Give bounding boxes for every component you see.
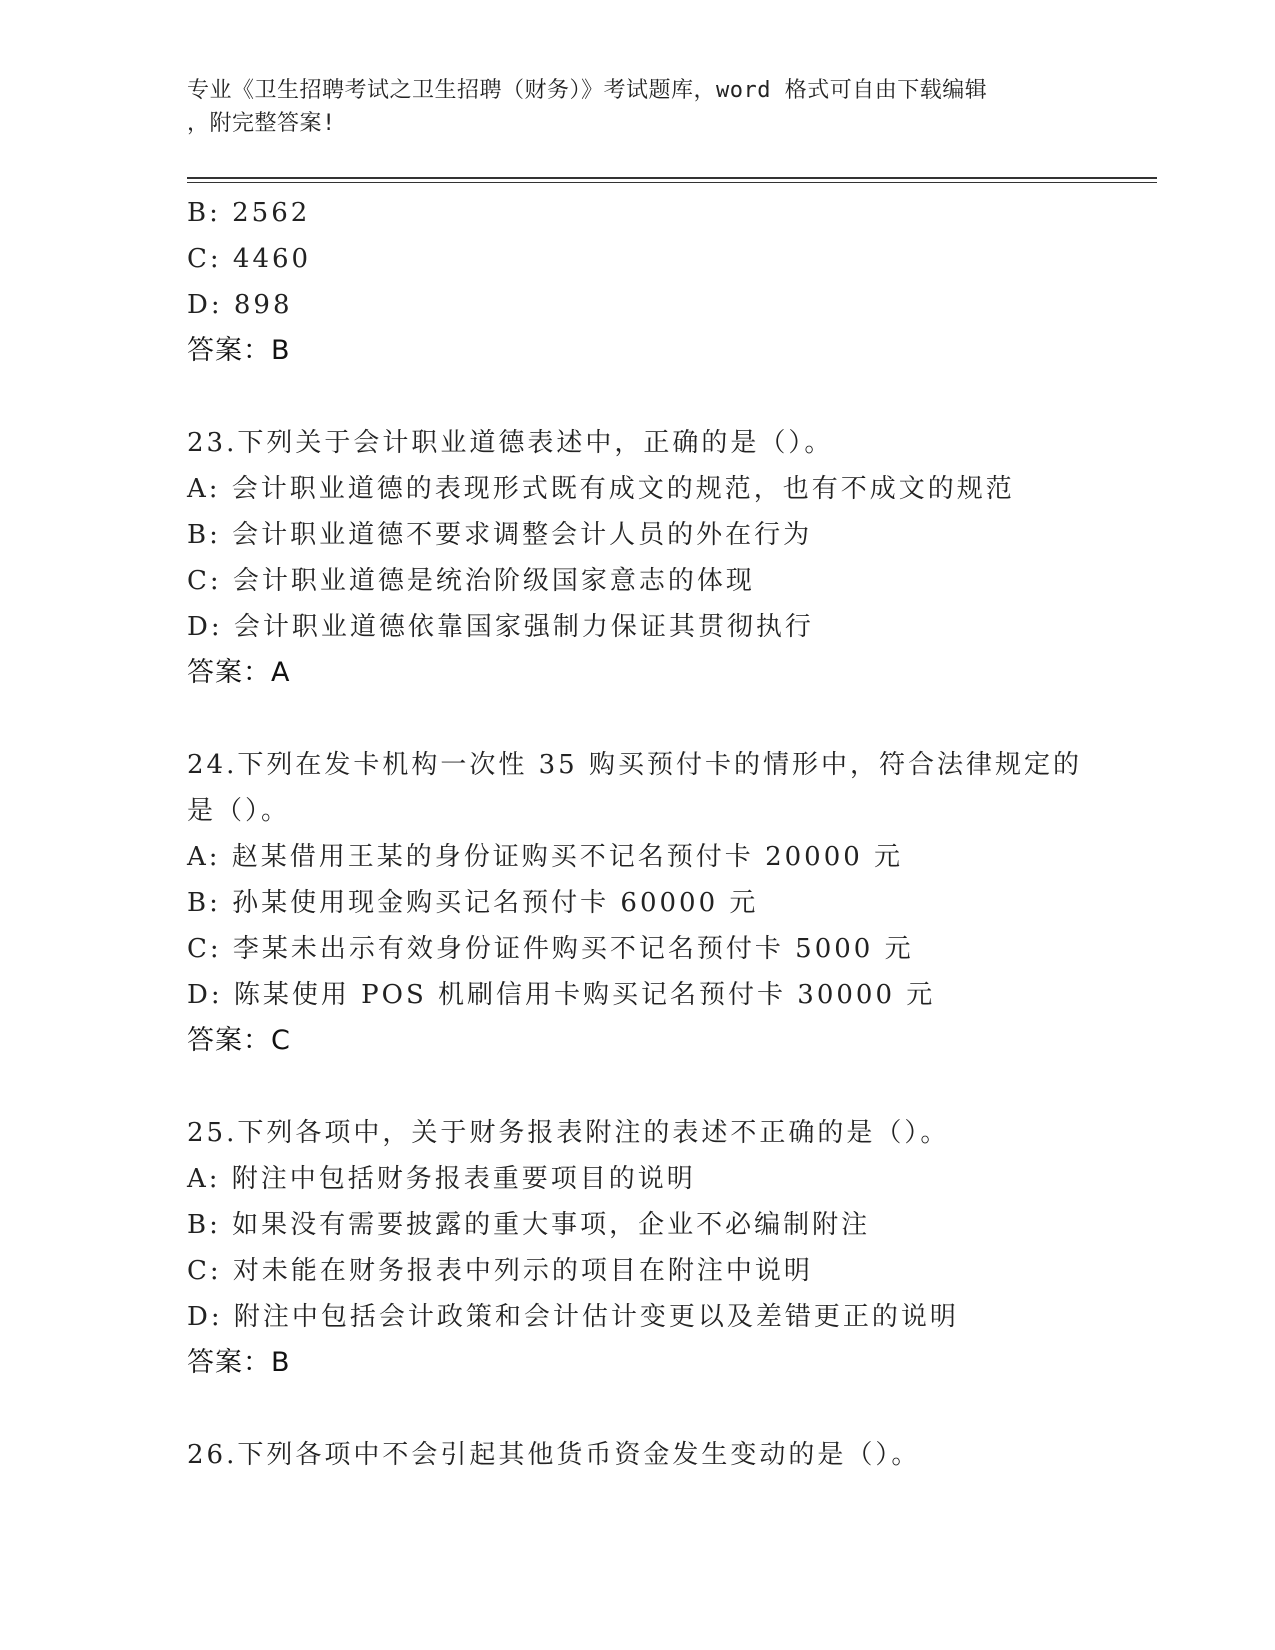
option-a: A: 赵某借用王某的身份证购买不记名预付卡 20000 元 — [187, 842, 904, 872]
question-text: 23.下列关于会计职业道德表述中，正确的是（）。 — [187, 428, 834, 458]
question-text: 24.下列在发卡机构一次性 35 购买预付卡的情形中，符合法律规定的 — [187, 750, 1082, 780]
option-b: B: 2562 — [187, 198, 311, 228]
answer-line: 答案：B — [187, 335, 291, 366]
question-26 — [187, 1432, 1087, 1478]
option-b: B: 会计职业道德不要求调整会计人员的外在行为 — [187, 520, 813, 550]
question-text: 26.下列各项中不会引起其他货币资金发生变动的是（）。 — [187, 1440, 921, 1470]
option-c: C: 4460 — [187, 244, 312, 274]
question-text-continued: 是（）。 — [187, 796, 291, 826]
option-d: D: 会计职业道德依靠国家强制力保证其贯彻执行 — [187, 612, 814, 642]
question-24 — [187, 742, 1087, 1064]
answer-line: 答案：A — [187, 657, 291, 688]
option-d: D: 898 — [187, 290, 293, 320]
option-a: A: 会计职业道德的表现形式既有成文的规范，也有不成文的规范 — [187, 474, 1015, 504]
option-c: C: 李某未出示有效身份证件购买不记名预付卡 5000 元 — [187, 934, 914, 964]
answer-line: 答案：C — [187, 1025, 291, 1056]
header-title-line-2: ，附完整答案! — [187, 111, 336, 136]
option-d: D: 附注中包括会计政策和会计估计变更以及差错更正的说明 — [187, 1302, 959, 1332]
answer-line: 答案：B — [187, 1347, 291, 1378]
question-22-continued — [187, 190, 1087, 374]
question-25 — [187, 1110, 1087, 1386]
option-c: C: 会计职业道德是统治阶级国家意志的体现 — [187, 566, 755, 596]
question-23 — [187, 420, 1087, 696]
question-list — [187, 190, 1087, 1478]
header-title-line-1: 专业《卫生招聘考试之卫生招聘（财务）》考试题库，word 格式可自由下载编辑 — [187, 78, 988, 103]
option-c: C: 对未能在财务报表中列示的项目在附注中说明 — [187, 1256, 813, 1286]
option-d: D: 陈某使用 POS 机刷信用卡购买记名预付卡 30000 元 — [187, 980, 936, 1010]
option-b: B: 孙某使用现金购买记名预付卡 60000 元 — [187, 888, 759, 918]
question-text: 25.下列各项中，关于财务报表附注的表述不正确的是（）。 — [187, 1118, 950, 1148]
option-b: B: 如果没有需要披露的重大事项，企业不必编制附注 — [187, 1210, 871, 1240]
document-header — [187, 74, 1087, 140]
header-divider-top — [187, 177, 1157, 179]
header-divider-bottom — [187, 182, 1157, 183]
option-a: A: 附注中包括财务报表重要项目的说明 — [187, 1164, 696, 1194]
